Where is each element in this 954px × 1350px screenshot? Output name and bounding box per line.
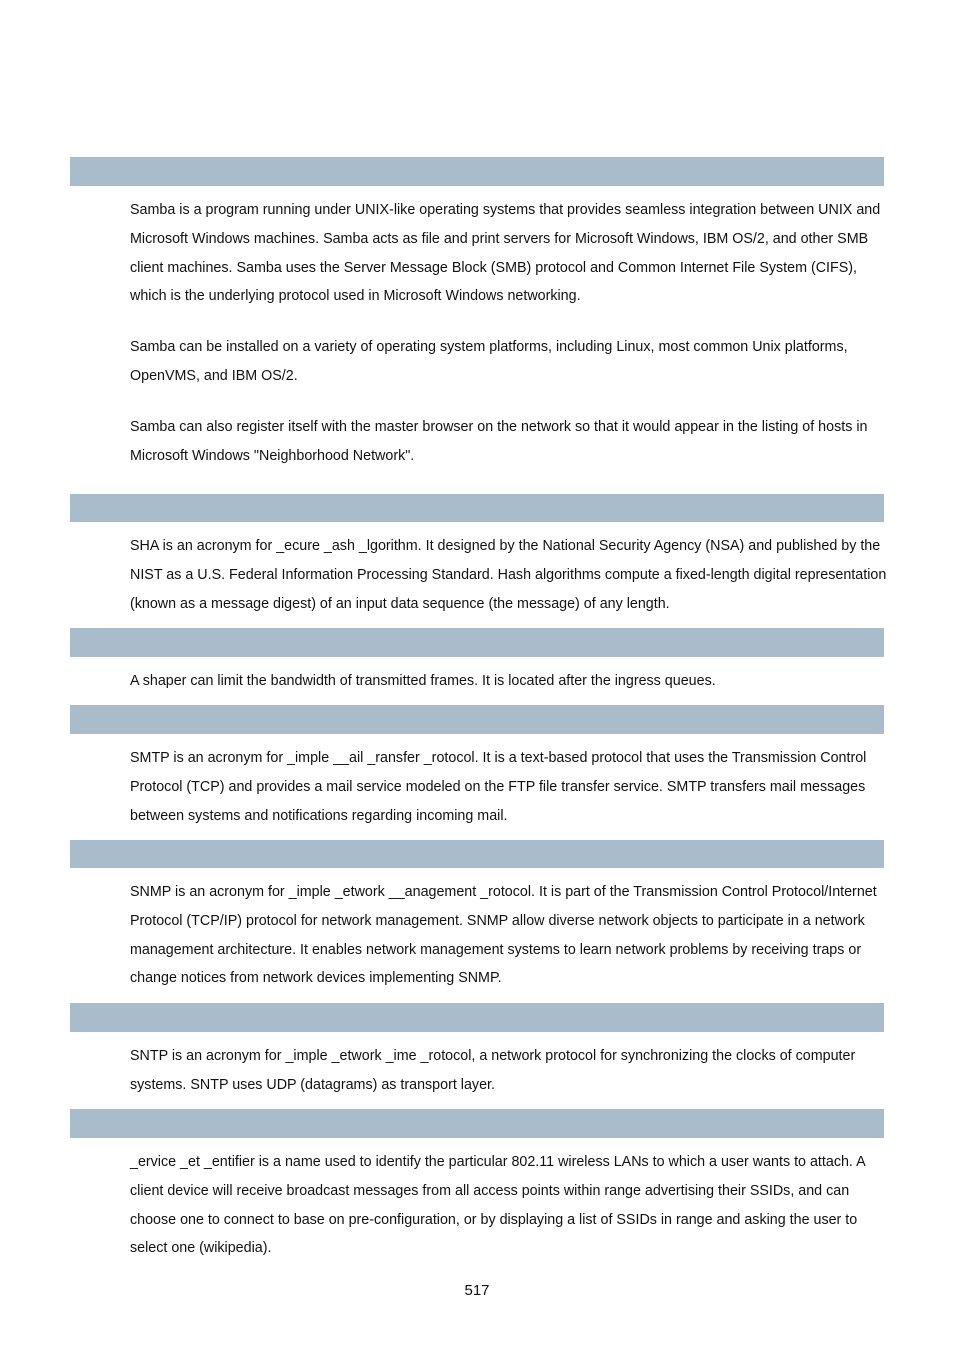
section-header-bar-ssid bbox=[70, 1109, 884, 1138]
section-header-bar-shaper bbox=[70, 628, 884, 657]
shaper-paragraph: A shaper can limit the bandwidth of transmitted frames. It is located after the ingress queues. bbox=[130, 673, 716, 689]
samba-paragraph-2: Samba can be installed on a variety of operating system platforms, including Linux, most common Unix platforms, OpenVMS, and IBM OS/2. bbox=[130, 339, 848, 384]
sntp-paragraph: SNTP is an acronym for _imple _etwork _ime _rotocol, a network protocol for synchronizing the clocks of computer systems. SNTP uses UDP (datagrams) as transport layer. bbox=[130, 1048, 856, 1093]
section-header-bar-snmp bbox=[70, 840, 884, 868]
section-header-bar-smtp bbox=[70, 705, 884, 734]
ssid-paragraph: _ervice _et _entifier is a name used to identify the particular 802.11 wireless LANs to which a user wants to attach. A client device will receive broadcast messages from all access points within range advertising their SSIDs, and can choose one to connect to base on pre-configuration, or by displaying a list of SSIDs in range and asking the user to select one (wikipedia). bbox=[130, 1154, 865, 1257]
section-header-bar-sntp bbox=[70, 1003, 884, 1032]
section-header-bar-samba bbox=[70, 157, 884, 186]
page-number: 517 bbox=[464, 1282, 490, 1299]
snmp-paragraph: SNMP is an acronym for _imple _etwork __anagement _rotocol. It is part of the Transmission Control Protocol/Internet Protocol (TCP/IP) protocol for network management. SNMP allow diverse network objects to participate in a network management architecture. It enables network management systems to learn network problems by receiving traps or change notices from network devices implementing SNMP. bbox=[130, 884, 877, 987]
section-header-bar-sha bbox=[70, 494, 884, 522]
smtp-paragraph: SMTP is an acronym for _imple __ail _ransfer _rotocol. It is a text-based protocol that uses the Transmission Control Protocol (TCP) and provides a mail service modeled on the FTP file transfer service. SMTP transfers mail messages between systems and notifications regarding incoming mail. bbox=[130, 750, 867, 824]
samba-paragraph-1: Samba is a program running under UNIX-like operating systems that provides seamless integration between UNIX and Microsoft Windows machines. Samba acts as file and print servers for Microsoft Windows, IBM OS/2, and other SMB client machines. Samba uses the Server Message Block (SMB) protocol and Common Internet File System (CIFS), which is the underlying protocol used in Microsoft Windows networking. bbox=[130, 202, 881, 305]
sha-paragraph: SHA is an acronym for _ecure _ash _lgorithm. It designed by the National Security Agency (NSA) and published by the NIST as a U.S. Federal Information Processing Standard. Hash algorithms compute a fixed-length digital representation (known as a message digest) of an input data sequence (the message) of any length. bbox=[130, 538, 887, 612]
samba-paragraph-3: Samba can also register itself with the master browser on the network so that it would appear in the listing of hosts in Microsoft Windows "Neighborhood Network". bbox=[130, 419, 868, 464]
